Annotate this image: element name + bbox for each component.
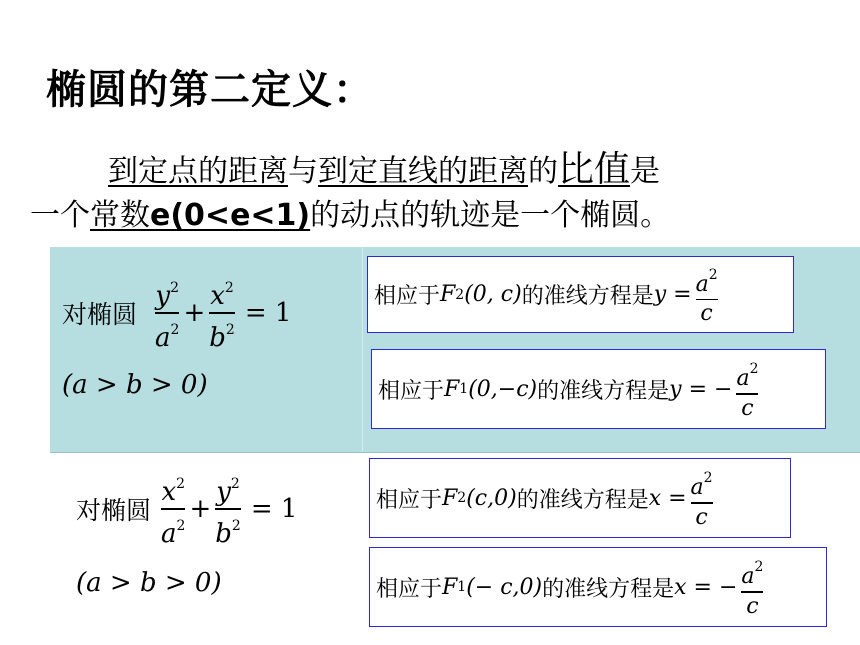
text-is: 是: [630, 154, 661, 189]
definition-line-2: [30, 196, 670, 236]
text-constant: 常数: [90, 198, 150, 233]
case1-condition: (a > b > 0): [62, 370, 208, 400]
panel-divider: [362, 247, 363, 452]
text-of: 的: [528, 154, 558, 189]
case2-directrix-f1: 相应于 F 1 (− c,0) 的准线方程是 x = − $\frac{a^2}{c}$: [369, 547, 827, 627]
definition-line-1: [108, 150, 660, 192]
phrase-fixed-point-distance: 到定点的距离: [108, 154, 288, 189]
case2-frac1: $\frac{x^2}{a^2}$: [161, 476, 186, 549]
case2-label: 对椭圆: [76, 495, 152, 525]
equals-one: = 1: [250, 493, 298, 524]
case1-label: 对椭圆: [62, 299, 138, 329]
text-eccentricity: e(0<e<1): [150, 198, 311, 233]
phrase-ratio: 比值: [558, 149, 631, 190]
case1-frac1: $\frac{y^2}{a^2}$: [155, 280, 180, 353]
plus-sign: +: [183, 297, 206, 328]
text-and: 与: [288, 154, 318, 189]
case1-frac2: $\frac{x^2}{b^2}$: [209, 280, 235, 353]
case2-condition: (a > b > 0): [76, 568, 222, 598]
case1-directrix-f2: 相应于 F 2 (0, c) 的准线方程是 y = $\frac{a^2}{c}$: [367, 256, 794, 333]
plus-sign: +: [189, 493, 212, 524]
phrase-fixed-line-distance: 到定直线的距离: [318, 154, 528, 189]
page-title: 椭圆的第二定义：: [46, 67, 374, 113]
case1-equation: [62, 274, 291, 352]
text-a: 一个: [30, 198, 90, 233]
case2-directrix-f2: 相应于 F 2 (c,0) 的准线方程是 x = $\frac{a^2}{c}$: [369, 458, 791, 538]
section-divider: [50, 452, 860, 453]
case2-frac2: $\frac{y^2}{b^2}$: [215, 476, 241, 549]
case1-directrix-f1: 相应于 F 1 (0,−c) 的准线方程是 y = − $\frac{a^2}{c}$: [371, 349, 826, 429]
phrase-constant: [90, 198, 310, 233]
equals-one: = 1: [244, 297, 292, 328]
text-locus: 的动点的轨迹是一个椭圆。: [310, 198, 671, 233]
case2-equation: [76, 470, 297, 548]
